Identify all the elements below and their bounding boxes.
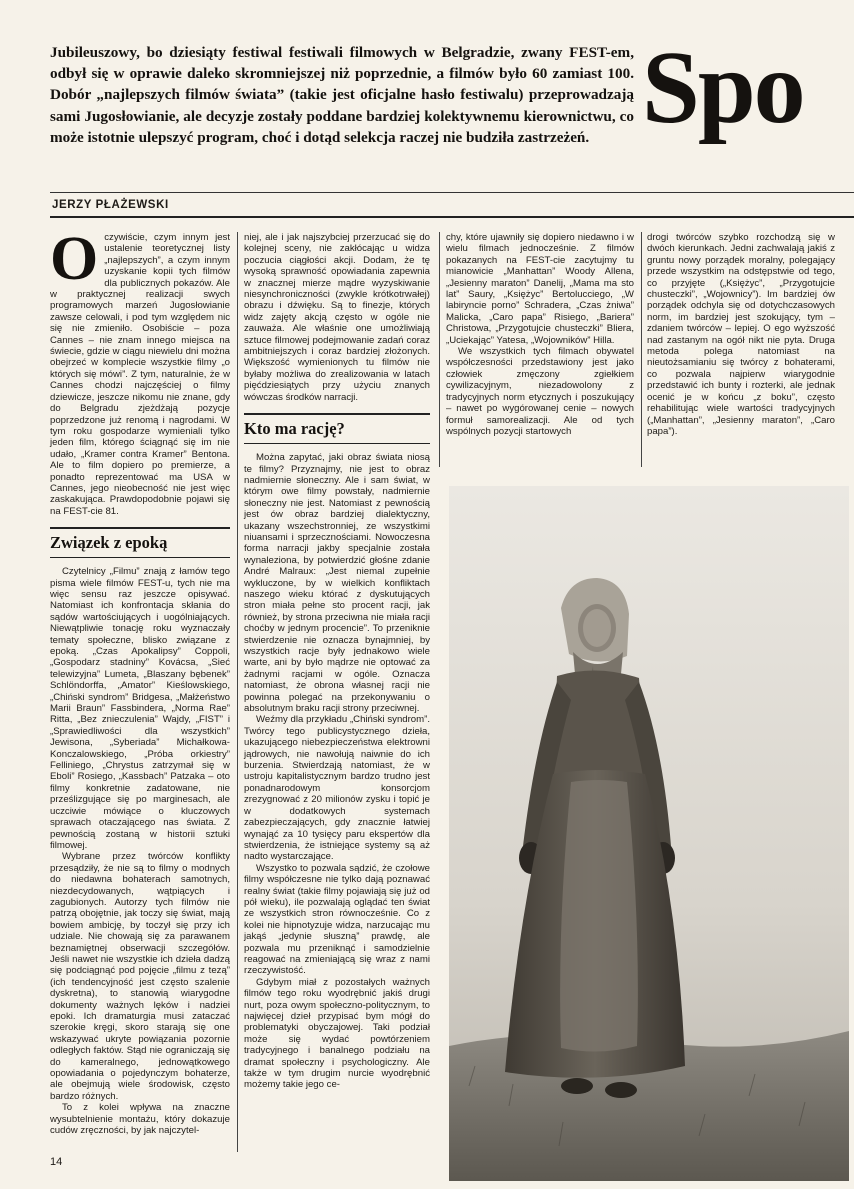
paragraph: Wszystko to pozwala sądzić, że czołowe filmy współczesne nie tylko dają poznawać realny świat (takie filmy pojawiają się już od pół wieku), ile pozwalają oglądać ten świat ze wszystkich stron równocześnie. Co z kolei nie hipnotyzuje widza, narzucając mu jakąś „jedynie słuszną” prawdę, ale pozwala mu przeniknąć i samodzielnie reagować na zmieniającą się wraz z nami rzeczywistość. (244, 862, 430, 977)
lead-paragraph: Jubileuszowy, bo dziesiąty festiwal festiwali filmowych w Belgradzie, zwany FEST-em, odbył się w oprawie daleko skromniejszej niż poprzednie, a filmów było 60 zamiast 100. Dobór „najlepszych filmów świata” (takie jest oficjalne hasło festiwalu) przeprowadzają sami Jugosłowianie, ale decyzje zostały poddane bardziej kolektywnemu kierownictwu, co może istotnie ulepszyć program, choć i dotąd selekcja raczej nie budziła zastrzeżeń. (50, 44, 634, 146)
article-title: Spo (642, 30, 804, 145)
top-rule (50, 192, 854, 193)
column-divider (439, 232, 440, 467)
text-column-4 (647, 232, 835, 437)
paragraph: niej, ale i jak najszybciej przerzucać się do kolejnej sceny, nie zakłócając u widza poczucia ciągłości akcji. Dodam, że tę wysoką sprawność opowiadania zapewnia w znacznej mierze mądre wyzyskiwanie niesynchroniczności (zwykle krótkotrwałej) obrazu i dźwięku. Są to finezje, których widz zajęty akcją często w ogóle nie zauważa. Ale właśnie one umożliwiają sztuce filmowej podejmowanie zadań coraz ambitniejszych i coraz bardziej złożonych. Większość wymienionych tu filmów nie byłaby możliwa do zrealizowania w latach pięćdziesiątych przy użyciu znanych wówczas środków narracji. (244, 232, 430, 403)
column-divider (237, 232, 238, 1152)
text-column-2 (244, 232, 430, 1091)
byline-rule (50, 216, 854, 218)
woman-in-bonnet-illustration (449, 486, 849, 1181)
paragraph: We wszystkich tych filmach obywatel współczesności przedstawiony jest jako człowiek zmęczony zgiełkiem cywilizacyjnym, niezadowolony z tradycyjnych norm etycznych i poszukujący – nawet po wygórowanej cenie – nowych formuł samorealizacji. Ale od tych wspólnych pozycji startowych (446, 346, 634, 437)
paragraph: Czytelnicy „Filmu” znają z łamów tego pisma wiele filmów FEST-u, tych nie ma więc sensu raz jeszcze opisywać. Natomiast ich konfrontacja skłania do sądów wartościujących i uogólniających. Niewątpliwie tonację roku wyznaczały tematy społeczne, blisko związane z epoką. „Czas Apokalipsy” Coppoli, „Gospodarz stadniny” Kovácsa, „Sieć telewizyjna” Lumeta, „Blaszany bębenek” Schlöndorffa, „Amator” Kieślowskiego, „Chiński syndrom” Bridgesa, „Małżeństwo Marii Braun” Fassbindera, „Norma Rae” Ritta, „Bez znieczulenia” Wajdy, „FIST” i „Sprawiedliwości dla wszystkich” Jewisona, „Syberiada” Michałkowa-Konczalowskiego, „Próba orkiestry” Felliniego, „Chrystus zatrzymał się w Eboli” Rosiego, „Kassbach” Patzaka – oto filmy konkretnie zadatowane, nie prześlizgujące się po marginesach, ale uczciwie mówiące o kluczowych sprawach otaczającego nas świata. Z pewnością zostaną w historii sztuki filmowej. (50, 566, 230, 851)
paragraph: Wybrane przez twórców konflikty przesądziły, że nie są to filmy o modnych do niedawna bohaterach samotnych, niezdecydowanych, wątpiących i zagubionych. Autorzy tych filmów nie patrzą obojętnie, jak toczy się świat, mają bowiem ambicję, by toczył się przy ich udziale. Nie chowają się za parawanem beznamiętnej obserwacji szczegółów. Jeśli nawet nie wszystkie ich dzieła dadzą się podciągnąć pod pojęcie „filmu z tezą” (ich tendencyjność jest często szalenie dyskretna), to stanowią wiarygodne dokumenty ważnych lęków i nadziei epoki. Ich dramaturgia musi zataczać szerokie kręgi, skoro starają się one wskazywać ukryte powiązania pozornie odległych faktów. Stąd nie ograniczają się do kameralnego, jednowątkowego opowiadania o pojedynczym bohaterze, ale obejmują wiele środowisk, często bardzo różnych. (50, 851, 230, 1102)
drop-cap: O (50, 225, 99, 293)
paragraph: To z kolei wpływa na znaczne wysubtelnienie montażu, który dokazuje cudów zręczności, by jak najczytel- (50, 1102, 230, 1137)
text-column-3 (446, 232, 634, 437)
author-byline: JERZY PŁAŻEWSKI (52, 199, 169, 211)
paragraph-text: czywiście, czym innym jest ustalenie teoretycznej listy „najlepszych”, a czym innym uzyskanie kopii tych filmów dla publicznych pokazów. Ale w praktycznej realizacji swych programowych marzeń Jugosłowianie zawsze celowali, i pod tym względem nic się nie zmieniło. Osobiście – poza Cannes – nie znam innego miejsca na świecie, gdzie w ciągu niewielu dni można obejrzeć w komplecie wszystkie filmy „o których się mówi”. Z tym, naturalnie, że w Cannes chodzi najczęściej o filmy dziewicze, jeszcze nikomu nie znane, gdy do Belgradu zjeżdżają pozycje poprzedzone już renomą i nagrodami. W tym roku gospodarze wymieniali tylko jeden film, którego ściągnąć się im nie udało, „Kramer contra Kramer” Bentona. Ale to film dopiero po premierze, a ponadto reprezentować ma USA w Cannes, jego nieobecność nie jest więc zaskakująca. Prawdopodobnie pojawi się na FEST-cie 81. (50, 232, 230, 517)
paragraph: Weźmy dla przykładu „Chiński syndrom”. Twórcy tego publicystycznego dzieła, ukazującego niebezpieczeństwa elektrowni jądrowych, nie nawołują naiwnie do ich burzenia. Stwierdzają natomiast, że w ustroju kapitalistycznym bardzo trudno jest ponadnarodowym konsorcjom zrezygnować z 20 milionów zysku i topić je w dodatkowych systemach zabezpieczających, gdy znacznie łatwiej wynająć za 10 tysięcy paru ekspertów dla stwierdzenia, że istniejące systemy są aż nadto wystarczające. (244, 714, 430, 863)
paragraph: chy, które ujawniły się dopiero niedawno i w wielu filmach jednocześnie. Z filmów pokazanych na FEST-cie zacytujmy tu mianowicie „Manhattan” Woody Allena, „Jesienny maraton” Danelij, „Mama ma sto lat” Saury, „Księżyc” Bertolucciego, „W labiryncie porno” Schradera, „Czas żniwa” Malicka, „Caro papa” Risiego, „Bariera” Christowa, „Przygotujcie chusteczki” Bliera, „Uciekając” Yatesa, „Wojowników” Hilla. (446, 232, 634, 346)
section-heading-epoch: Związek z epoką (50, 527, 230, 558)
column-divider (641, 232, 642, 467)
text-column-1 (50, 225, 230, 1137)
paragraph: drogi twórców szybko rozchodzą się w dwóch kierunkach. Jedni zachwalają jakiś z gruntu nowy porządek moralny, polegający przede wszystkim na odstępstwie od tego, co przyjęte („Księżyc”, „Przygotujcie chusteczki”, „Wojownicy”). Im bardziej ów porządek odchyla się od dotychczasowych norm, im bardziej jest szokujący, tym – zdaniem twórców – lepiej. O ego wyższość nad zastanym na ogół nikt nie pyta. Druga metoda polega natomiast na nieutożsamianiu się twórcy z bohaterami, co pozwala najpierw wiarygodnie przedstawić ich bunty i rozterki, ale jednak ocenić je w końcu „z boku”, często rehabilitując wiele wartości tradycyjnych („Manhattan”, „Jesienny maraton”, „Caro papa”). (647, 232, 835, 437)
section-heading-who-is-right: Kto ma rację? (244, 413, 430, 444)
paragraph: Gdybym miał z pozostałych ważnych filmów tego roku wyodrębnić jakiś drugi nurt, poza owym społeczno-politycznym, to najwięcej dzieł przypisać bym mógł do problematyki obyczajowej. Taki podział może się wydać powtórzeniem tradycyjnego i banalnego podziału na dramat społeczny i psychologiczny. Ale także w tym drugim nurcie wyodrębnić możemy takie jego ce- (244, 976, 430, 1091)
opening-paragraph (50, 225, 230, 517)
film-still-photo (449, 486, 849, 1181)
paragraph: Można zapytać, jaki obraz świata niosą te filmy? Przyznajmy, nie jest to obraz nadmiernie słoneczny. Ale i sam świat, w którym owe filmy powstały, nadmiernie słoneczny nie jest. Natomiast z pewnością jest ów obraz bardziej dialektyczny, ukazany wszechstronniej, ze wszystkimi niuansami i sprzecznościami. Nowoczesna forma narracji jakby specjalnie została wynaleziona, by potwierdzić głośne zdanie André Malraux: „Jest niemal zupełnie wykluczone, by w wielkich konfliktach naszego wieku którać z dyskutujących stron miała pełne sto procent racji, jak również, by strona przeciwna nie miała racji choćby w jednym procencie”. To przeniknie stwierdzenie nie oznacza bynajmniej, by wszystkich racje były jednakowo wiele warte, ani by było mądrze nie optować za żadnymi racjami w ogóle. Oznacza natomiast, że obrona własnej racji nie powinna polegać na przekonywaniu o absolutnym braku racji strony przeciwnej. (244, 452, 430, 715)
page-number: 14 (50, 1156, 63, 1168)
